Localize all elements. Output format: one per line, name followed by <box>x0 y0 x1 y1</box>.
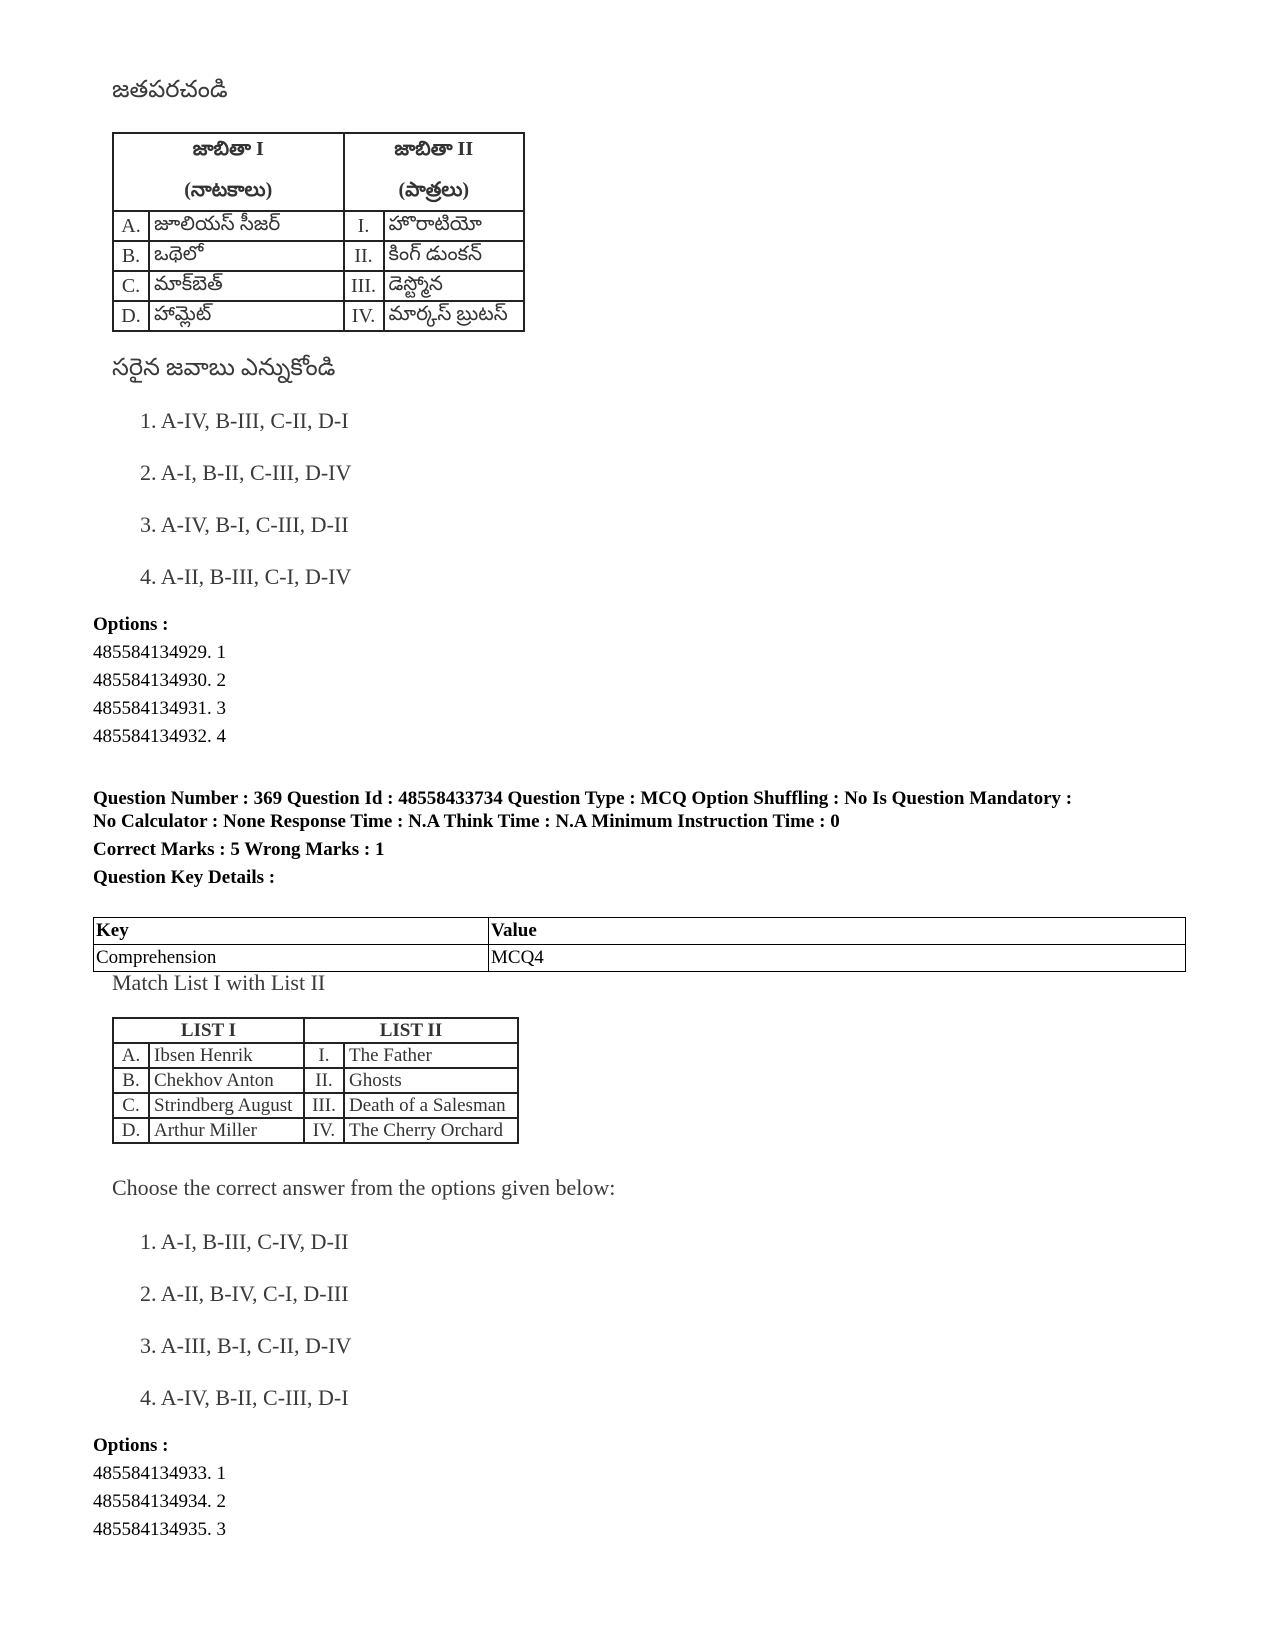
table-row <box>113 271 524 301</box>
row-match: మార్కస్ బ్రుటస్ <box>384 301 525 331</box>
table-header-row <box>94 918 1186 945</box>
row-letter: D. <box>113 301 149 331</box>
table-row <box>113 241 524 271</box>
row-numeral: IV. <box>304 1118 344 1143</box>
row-numeral: I. <box>344 211 384 241</box>
row-match: Death of a Salesman <box>344 1093 518 1118</box>
answer-choice-2: 2. A-I, B-II, C-III, D-IV <box>140 460 352 485</box>
row-item: జూలియస్ సీజర్ <box>149 211 344 241</box>
answer-choice-2: 2. A-II, B-IV, C-I, D-III <box>140 1281 349 1306</box>
row-letter: A. <box>113 211 149 241</box>
answer-choice-1: 1. A-I, B-III, C-IV, D-II <box>140 1229 349 1254</box>
table-row <box>113 1118 518 1143</box>
table-row <box>113 1093 518 1118</box>
row-numeral: I. <box>304 1043 344 1068</box>
key-details-table <box>93 917 1186 972</box>
row-item: Arthur Miller <box>149 1118 304 1143</box>
list-1-header: LIST I <box>113 1018 304 1043</box>
row-item: Strindberg August <box>149 1093 304 1118</box>
row-match: The Father <box>344 1043 518 1068</box>
row-numeral: II. <box>304 1068 344 1093</box>
row-match: డెస్ట్మోన <box>384 271 525 301</box>
value-header: Value <box>489 918 1186 945</box>
option-id-4: 485584134932. 4 <box>93 726 226 747</box>
answer-choice-4: 4. A-IV, B-II, C-III, D-I <box>140 1385 349 1410</box>
key-header: Key <box>94 918 489 945</box>
answer-choice-3: 3. A-IV, B-I, C-III, D-II <box>140 512 349 537</box>
match-table <box>112 1017 519 1144</box>
row-letter: C. <box>113 271 149 301</box>
key-cell: Comprehension <box>94 945 489 972</box>
answer-choice-4: 4. A-II, B-III, C-I, D-IV <box>140 564 352 589</box>
row-letter: A. <box>113 1043 149 1068</box>
row-item: Chekhov Anton <box>149 1068 304 1093</box>
option-id-3: 485584134931. 3 <box>93 698 226 719</box>
options-label: Options : <box>93 1435 169 1456</box>
table-row <box>113 301 524 331</box>
row-item: హామ్లెట్ <box>149 301 344 331</box>
row-match: Ghosts <box>344 1068 518 1093</box>
row-match: కింగ్ డుంకన్ <box>384 241 525 271</box>
option-id-3: 485584134935. 3 <box>93 1519 226 1540</box>
question-meta-line-2: No Calculator : None Response Time : N.A Think Time : N.A Minimum Instruction Time : 0 <box>93 811 840 832</box>
table-row <box>113 211 524 241</box>
option-id-2: 485584134930. 2 <box>93 670 226 691</box>
row-numeral: II. <box>344 241 384 271</box>
match-table <box>112 132 525 332</box>
row-numeral: IV. <box>344 301 384 331</box>
list-1-header <box>113 133 344 211</box>
answer-choice-3: 3. A-III, B-I, C-II, D-IV <box>140 1333 352 1358</box>
list-2-subtitle: (పాత్రలు) <box>398 179 470 201</box>
row-letter: D. <box>113 1118 149 1143</box>
row-item: Ibsen Henrik <box>149 1043 304 1068</box>
list-2-title: జాబితా II <box>394 138 474 160</box>
table-row <box>113 1043 518 1068</box>
list-1-title: జాబితా I <box>192 138 264 160</box>
option-id-1: 485584134933. 1 <box>93 1463 226 1484</box>
marks-line: Correct Marks : 5 Wrong Marks : 1 <box>93 839 385 860</box>
row-match: The Cherry Orchard <box>344 1118 518 1143</box>
row-letter: B. <box>113 241 149 271</box>
instruction-text: సరైన జవాబు ఎన్నుకోండి <box>112 355 336 381</box>
table-row <box>94 945 1186 972</box>
question-meta-line-1: Question Number : 369 Question Id : 48558433734 Question Type : MCQ Option Shuffling : No Is Question Mandatory : <box>93 788 1073 809</box>
options-label: Options : <box>93 614 169 635</box>
question-heading: జతపరచండి <box>112 77 228 103</box>
table-row <box>113 1068 518 1093</box>
row-item: ఒథెలో <box>149 241 344 271</box>
row-letter: B. <box>113 1068 149 1093</box>
list-2-header <box>344 133 525 211</box>
row-match: హొరాటియో <box>384 211 525 241</box>
list-2-header: LIST II <box>304 1018 518 1043</box>
row-numeral: III. <box>344 271 384 301</box>
answer-choice-1: 1. A-IV, B-III, C-II, D-I <box>140 408 349 433</box>
row-item: మాక్‌బెత్ <box>149 271 344 301</box>
instruction-text: Choose the correct answer from the options given below: <box>112 1175 616 1200</box>
key-details-label: Question Key Details : <box>93 867 276 888</box>
row-numeral: III. <box>304 1093 344 1118</box>
row-letter: C. <box>113 1093 149 1118</box>
option-id-2: 485584134934. 2 <box>93 1491 226 1512</box>
list-1-subtitle: (నాటకాలు) <box>184 179 273 201</box>
option-id-1: 485584134929. 1 <box>93 642 226 663</box>
value-cell: MCQ4 <box>489 945 1186 972</box>
question-heading: Match List I with List II <box>112 970 326 995</box>
